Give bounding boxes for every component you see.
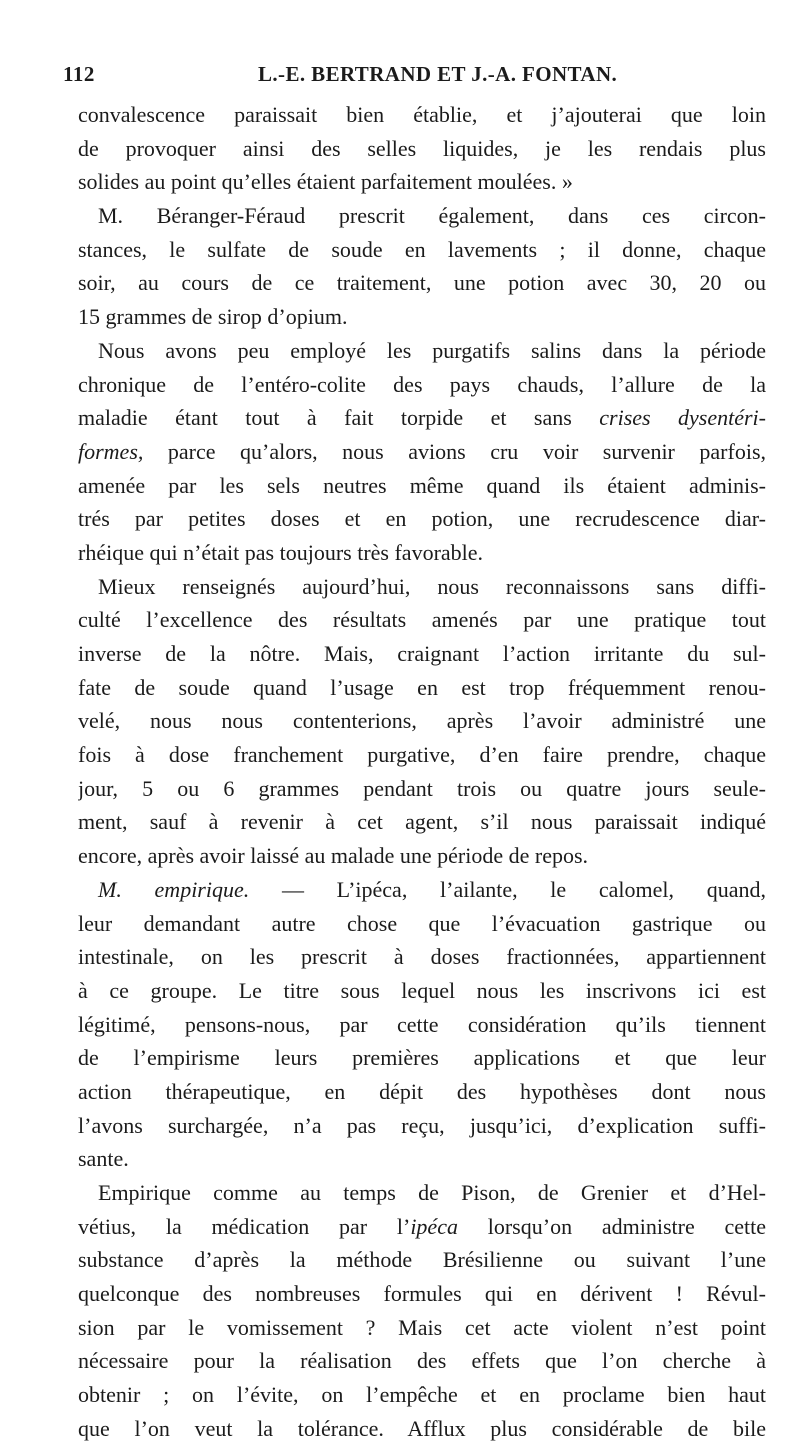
text-line: velé, nous nous contenterions, après l’avoir administré une	[78, 708, 766, 734]
text-line: sante.	[78, 1146, 129, 1172]
text-line: Nous avons peu employé les purgatifs salins dans la période	[98, 337, 766, 363]
text-line: soir, au cours de ce traitement, une potion avec 30, 20 ou	[78, 270, 766, 296]
text-line: convalescence paraissait bien établie, et j’ajouterai que loin	[78, 102, 766, 127]
italic-run: formes,	[78, 438, 144, 464]
body-text	[78, 98, 766, 1446]
text-line: jour, 5 ou 6 grammes pendant trois ou quatre jours seule-	[78, 775, 766, 801]
running-header	[0, 0, 800, 100]
text-line: inverse de la nôtre. Mais, craignant l’action irritante du sul-	[78, 641, 766, 666]
text-line-with-italic: vétius, la médication par l’ipéca lorsqu’on administre cette	[78, 1213, 766, 1239]
text-line: que l’on veut la tolérance. Afflux plus considérable de bile	[78, 1415, 766, 1441]
text-line: stances, le sulfate de soude en lavements ; il donne, chaque	[78, 236, 766, 262]
text-line: nécessaire pour la réalisation des effets que l’on cherche à	[78, 1348, 766, 1374]
text-line: substance d’après la méthode Brésilienne ou suivant l’une	[78, 1247, 766, 1273]
text-line: M. Béranger-Féraud prescrit également, dans ces circon-	[98, 203, 766, 229]
text-line: 15 grammes de sirop d’opium.	[78, 304, 348, 330]
italic-run: M. empirique.	[98, 876, 250, 902]
text-line: rhéique qui n’était pas toujours très favorable.	[78, 539, 484, 565]
text-line: solides au point qu’elles étaient parfaitement moulées. »	[78, 169, 573, 195]
text-line: Empirique comme au temps de Pison, de Grenier et d’Hel-	[98, 1180, 766, 1205]
text-line: de provoquer ainsi des selles liquides, je les rendais plus	[78, 135, 766, 161]
text-line: intestinale, on les prescrit à doses fractionnées, appartiennent	[78, 944, 766, 970]
text-line: quelconque des nombreuses formules qui en dérivent ! Révul-	[78, 1281, 766, 1307]
text-line: encore, après avoir laissé au malade une période de repos.	[78, 843, 589, 869]
text-line: fate de soude quand l’usage en est trop fréquemment renou-	[78, 674, 766, 700]
italic-run: ipéca	[410, 1213, 458, 1239]
text-line: chronique de l’entéro-colite des pays chauds, l’allure de la	[78, 371, 766, 397]
italic-run: crises dysentéri-	[599, 405, 766, 431]
text-line: culté l’excellence des résultats amenés par une pratique tout	[78, 607, 766, 633]
text-line-with-italic: maladie étant tout à fait torpide et sans crises dysentéri-	[78, 405, 766, 431]
text-line: de l’empirisme leurs premières applications et que leur	[78, 1045, 766, 1071]
text-line: fois à dose franchement purgative, d’en faire prendre, chaque	[78, 742, 766, 768]
text-line: obtenir ; on l’évite, on l’empêche et en proclame bien haut	[78, 1382, 766, 1408]
text-line: action thérapeutique, en dépit des hypothèses dont nous	[78, 1078, 766, 1104]
text-line-with-italic: formes, parce qu’alors, nous avions cru voir survenir parfois,	[78, 438, 766, 464]
text-line: l’avons surchargée, n’a pas reçu, jusqu’ici, d’explication suffi-	[78, 1112, 766, 1138]
text-line-with-italic: M. empirique. — L’ipéca, l’ailante, le calomel, quand,	[98, 876, 766, 902]
text-line: Mieux renseignés aujourd’hui, nous reconnaissons sans diffi-	[98, 573, 766, 599]
text-line: sion par le vomissement ? Mais cet acte violent n’est point	[78, 1314, 766, 1340]
text-line: trés par petites doses et en potion, une recrudescence diar-	[78, 506, 766, 532]
text-line: à ce groupe. Le titre sous lequel nous les inscrivons ici est	[78, 977, 766, 1003]
page-number: 112	[63, 62, 95, 86]
text-line: leur demandant autre chose que l’évacuation gastrique ou	[78, 910, 766, 936]
text-line: ment, sauf à revenir à cet agent, s’il nous paraissait indiqué	[78, 809, 766, 835]
text-line: amenée par les sels neutres même quand ils étaient adminis-	[78, 472, 766, 498]
text-line: légitimé, pensons-nous, par cette considération qu’ils tiennent	[78, 1011, 766, 1037]
running-title: L.-E. BERTRAND ET J.-A. FONTAN.	[258, 62, 618, 86]
